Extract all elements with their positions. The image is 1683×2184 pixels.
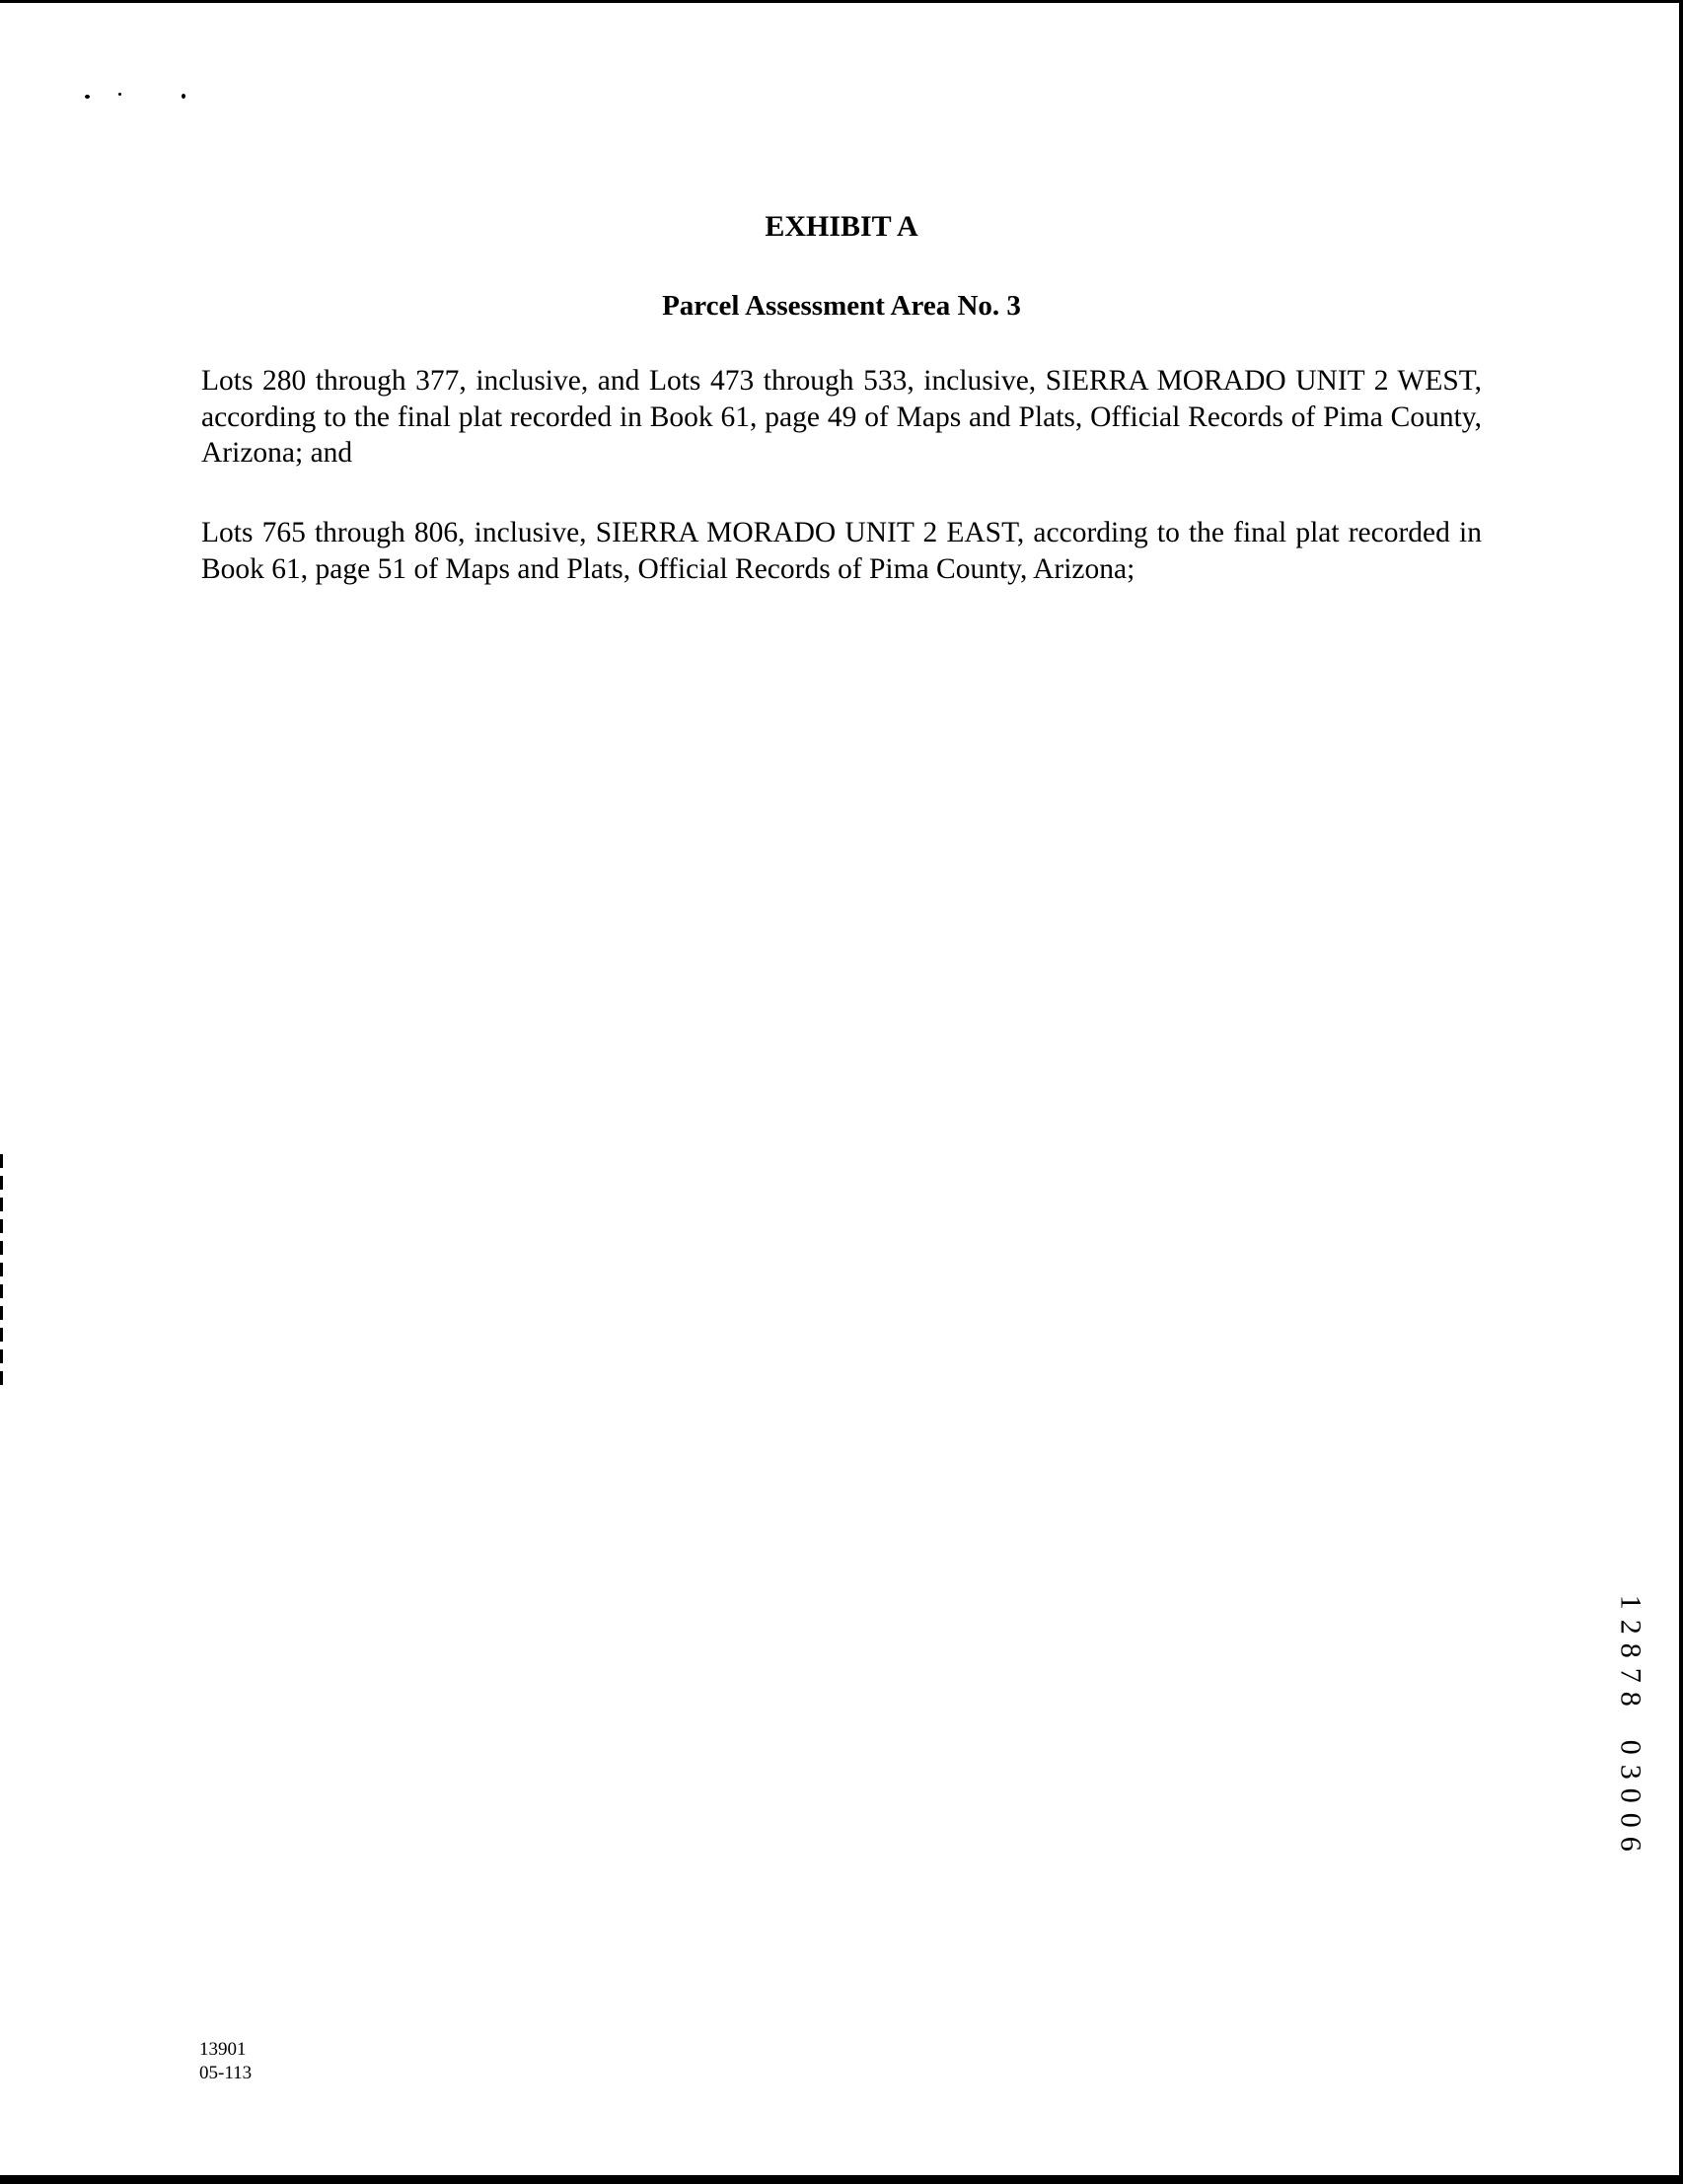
legal-description-paragraph-1: Lots 280 through 377, inclusive, and Lots 473 through 533, inclusive, SIERRA MORADO UNIT 2 WEST, according to the final plat recorded in Book 61, page 49 of Maps and Plats, Official Records of Pima County, Arizona; and bbox=[201, 365, 1482, 469]
recording-number-glyph: 3 bbox=[1614, 1764, 1647, 1780]
recording-number-glyph: 1 bbox=[1614, 1594, 1647, 1610]
recording-number-glyph: 0 bbox=[1614, 1739, 1647, 1755]
scan-border-left-dashes bbox=[0, 1154, 3, 1391]
legal-description-paragraph-2: Lots 765 through 806, inclusive, SIERRA MORADO UNIT 2 EAST, according to the final plat recorded in Book 61, page 51 of Maps and Plats, Official Records of Pima County, Arizona; bbox=[201, 517, 1482, 585]
recording-number-glyph: 6 bbox=[1614, 1836, 1647, 1852]
scan-border-right bbox=[1679, 0, 1683, 2184]
footer-line-2: 05-113 bbox=[199, 2063, 253, 2083]
recording-number-glyph: 0 bbox=[1614, 1787, 1647, 1803]
exhibit-title: EXHIBIT A bbox=[765, 210, 918, 243]
recording-number-glyph: 7 bbox=[1614, 1667, 1647, 1683]
footer-reference bbox=[199, 2038, 252, 2085]
recording-number-glyph: 8 bbox=[1614, 1691, 1647, 1707]
recording-number-glyph: 2 bbox=[1614, 1619, 1647, 1635]
footer-line-1: 13901 bbox=[199, 2039, 247, 2060]
recording-number-glyph: 8 bbox=[1614, 1642, 1647, 1658]
recording-number-vertical bbox=[1615, 1590, 1645, 1856]
scan-border-top bbox=[0, 0, 1683, 3]
recording-number-glyph: 0 bbox=[1614, 1812, 1647, 1828]
exhibit-subtitle: Parcel Assessment Area No. 3 bbox=[662, 290, 1021, 322]
scan-border-bottom bbox=[0, 2175, 1683, 2184]
